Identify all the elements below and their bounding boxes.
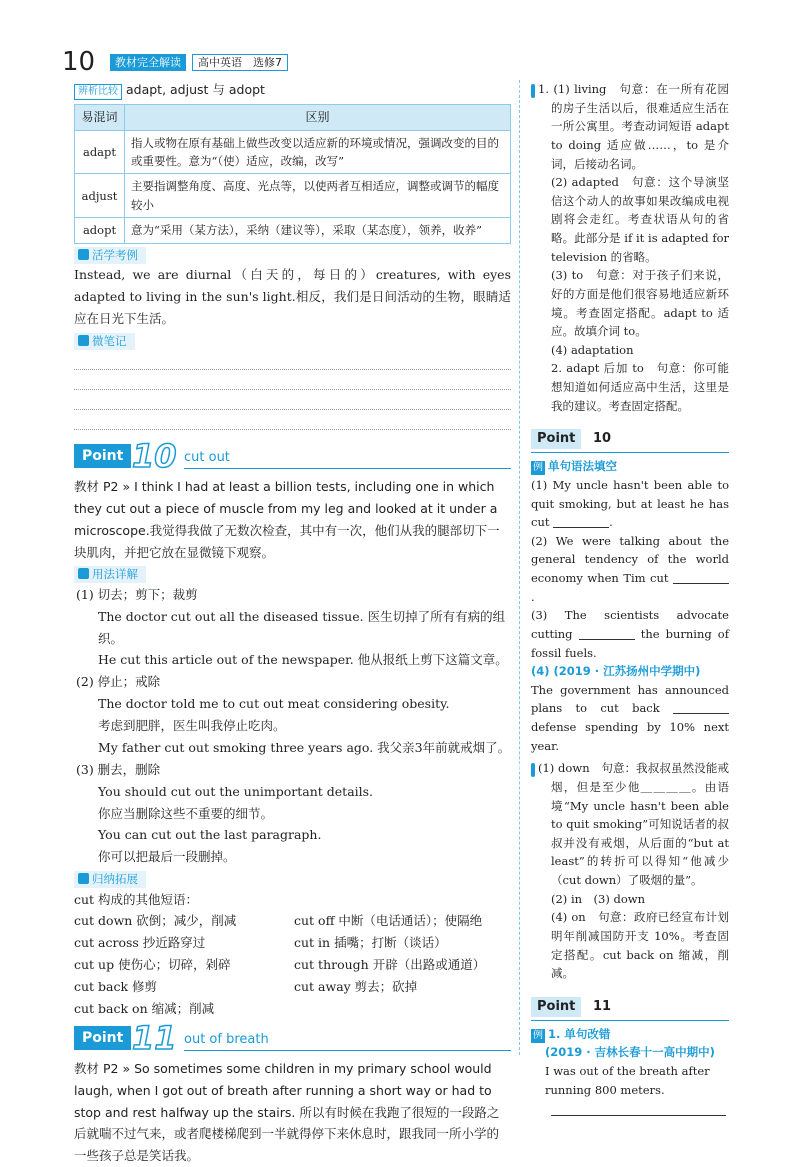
question: I was out of the breath after running 800 meters. (545, 1064, 710, 1097)
extend-section-label: 归纳拓展 (74, 871, 146, 888)
page-number: 10 (62, 47, 96, 77)
table-header-row (75, 105, 511, 131)
bulb-icon (78, 249, 89, 260)
table-cell: 主要指调整角度、高度、光点等，以使两者互相适应，调整或调节的幅度较小 (125, 174, 511, 218)
point-number: 10 (593, 431, 612, 447)
point-title: out of breath (184, 1031, 269, 1047)
list-item: cut back 修剪 (74, 979, 158, 995)
table-row (75, 218, 511, 243)
list-item: cut across 抄近路穿过 (74, 935, 206, 951)
list-item: cut off 中断（电话通话）；使隔绝 (294, 913, 483, 929)
phrase-grid (74, 910, 511, 1019)
notes-section-label: 微笔记 (74, 333, 135, 350)
sense-label: (2) 停止；戒除 (76, 674, 161, 690)
table-row (75, 174, 511, 218)
question-source: (4) (2019 · 江苏扬州中学期中) (531, 664, 701, 679)
usage-section-label: 用法详解 (74, 566, 146, 583)
note-lines (74, 350, 511, 430)
point-10-textbook: 教材 P2 » I think I had at least a billion tests, including one in which they cut out a piece of muscle from my leg and looked at it under a microscope.我觉得我做了无数次检查，其中有一次，他们从我的腿部切下一块肌肉，并把它放在显微镜下观察。 (74, 478, 500, 560)
point-11-textbook: 教材 P2 » So sometimes some children in my primary school would laugh, when I got out of breath after running a short way or had to stop and rest halfway up the stairs. 所以有时候在我跑了很短的一段路之后就喘不过气来，或者爬楼梯爬到一半就得停下来休息时，跟我同一所小学的一些孩子总是笑话我。 (74, 1060, 500, 1164)
question: (2) We were talking about the general tendency of the world economy when Tim cut . (531, 533, 729, 604)
question-source: (2019 · 吉林长春十一高中期中) (545, 1045, 715, 1060)
right-point-10-heading (531, 427, 729, 453)
list-item: cut away 剪去；砍掉 (294, 979, 418, 995)
list-item: cut in 插嘴；打断（谈话） (294, 935, 447, 951)
list-item: cut back on 缩减；削减 (74, 1000, 215, 1016)
table-header: 区别 (125, 105, 511, 131)
point-number: 11 (593, 998, 612, 1014)
compare-heading (74, 80, 511, 100)
answer-item: 2. adapt 后加 to 句意：你可能想知道如何适应高中生活，这里是我的建议。考查固定搭配。 (551, 361, 729, 413)
exercise-heading: 例 单句语法填空 (533, 459, 617, 474)
compare-tag: 辨析比较 (74, 84, 122, 100)
point-badge: Point (74, 444, 131, 468)
point-badge: Point (531, 429, 581, 449)
point-10-heading (74, 436, 511, 475)
list-item: cut through 开辟（出路或通道） (294, 957, 486, 973)
table-cell: adopt (75, 218, 125, 243)
question: The government has announced plans to cut back defense spending by 10% next year. (531, 682, 729, 753)
table-cell: 意为“采用（某方法），采纳（建议等），采取（某态度），领养，收养” (125, 218, 511, 243)
question: (1) My uncle hasn't been able to quit smoking, but at least he has cut . (531, 477, 729, 530)
column-divider (519, 80, 520, 1055)
table-cell: adapt (75, 130, 125, 174)
answer-item: (4) on 句意：政府已经宣布计划明年削减国防开支 10%。考查固定搭配。cut back on 缩减，削减。 (551, 910, 729, 981)
answer-item: (2) in (3) down (551, 891, 646, 906)
right-point-11-heading (531, 995, 729, 1021)
point-badge: Point (531, 997, 581, 1017)
compare-title: adapt, adjust 与 adopt (125, 82, 265, 97)
senses: (1) 切去；剪下；裁剪 The doctor cut out all the diseased tissue. 医生切掉了所有有病的组织。 He cut this article out of the newspaper. 他从报纸上剪下这篇文章。 (2) 停止；戒除 The doctor told me to cut out meat considering obesity. 考虑到肥胖，医生叫我停止吃肉。 My father cut out smoking three years ago. 我父亲3年前就戒烟了。 (3) 删去，删除 You should cut out the unimportant details. 你应当删除这些不重要的细节。 You can cut out the last paragraph. 你可以把最后一段删掉。 (74, 584, 511, 868)
table-header: 易混词 (75, 105, 125, 131)
point-badge: Point (74, 1026, 131, 1050)
answer-item: (3) to 句意：对于孩子们来说，好的方面是他们很容易地适应新环境。考查固定搭配。adapt to 适应。故填介词 to。 (551, 268, 729, 339)
book-tag: 教材完全解读 (110, 54, 186, 71)
exercise-heading: 例 1. 单句改错 (533, 1026, 611, 1041)
compare-table (74, 104, 511, 244)
question: (3) The scientists advocate cutting the burning of fossil fuels. (531, 608, 729, 660)
point-11-heading (74, 1018, 511, 1057)
table-cell: adjust (75, 174, 125, 218)
pencil-icon (78, 335, 89, 346)
point-number: 10 (132, 436, 177, 475)
book-subject: 高中英语 选修7 (192, 54, 288, 71)
answers-top: 答 1. (1) living 句意：在一所有花园的房子生活以后，很难适应生活在一所公寓里。考查动词短语 adapt to doing 适应做……，to 是介词，后接动名词。 (513, 82, 729, 171)
example-text: Instead, we are diurnal（白天的，每日的）creatures, with eyes adapted to living in the sun's light.相反，我们是日间活动的生物，眼睛适应在日光下生活。 (74, 266, 511, 326)
answers-p10: 答 (1) down 句意：我叔叔虽然没能戒烟，但是至少他＿＿＿＿。由语境“My uncle hasn't been able to quit smoking”可知说话者的叔叔并没有戒烟，从后面的“but at least”的转折可以得知“他减少（cut down）了吸烟的量”。 (513, 761, 729, 887)
right-column (513, 80, 729, 1116)
point-title: cut out (184, 449, 230, 465)
example-section-label: 活学考例 (74, 247, 146, 264)
example-icon: 例 (533, 1029, 543, 1041)
table-row (75, 130, 511, 174)
list-item: cut down 砍倒；减少，削减 (74, 913, 237, 929)
point-number: 11 (132, 1018, 177, 1057)
answer-icon: 答 (531, 763, 535, 777)
answer-item: (2) adapted 句意：这个导演坚信这个动人的故事如果改编成电视剧将会走红。考查状语从句的省略。此部分是 if it is adapted for television 的省略。 (551, 175, 729, 264)
table-cell: 指人或物在原有基础上做些改变以适应新的环境或情况，强调改变的目的或重要性。意为“（使）适应，改编，改写” (125, 130, 511, 174)
sense-label: (3) 删去，删除 (76, 761, 161, 777)
bulb-icon (78, 873, 89, 884)
extend-intro: cut 构成的其他短语： (74, 891, 199, 907)
sense-label: (1) 切去；剪下；裁剪 (76, 586, 198, 602)
list-item: cut up 使伤心；切碎，剁碎 (74, 957, 231, 973)
left-column (74, 80, 511, 1167)
example-icon: 例 (533, 462, 543, 474)
answer-line (551, 1115, 726, 1116)
page-header (62, 48, 542, 76)
answer-item: (4) adaptation (551, 342, 634, 357)
answer-icon: 答 (531, 84, 535, 98)
bulb-icon (78, 568, 89, 579)
